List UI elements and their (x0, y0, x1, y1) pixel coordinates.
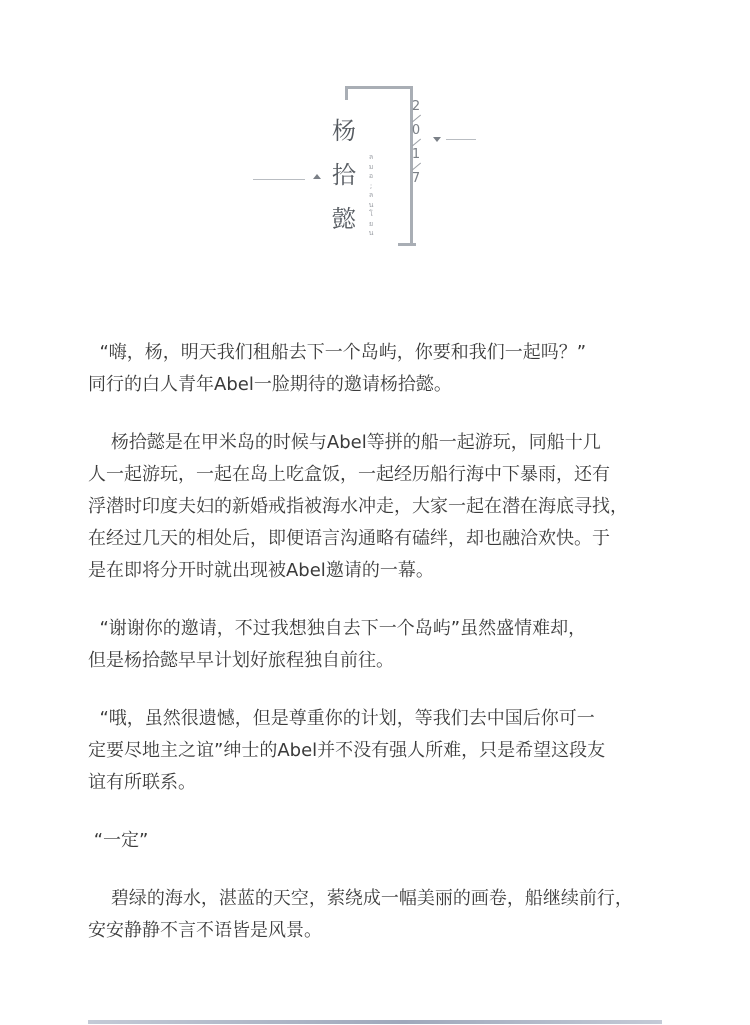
year-digit: 7 (411, 171, 421, 186)
year-digit: 0 (411, 123, 421, 138)
title-char-1: 杨 (332, 117, 356, 145)
paragraph-2: 杨拾懿是在甲米岛的时候与Abel等拼的船一起游玩，同船十几 人一起游玩，一起在岛上吃盒饭，一起经历船行海中下暴雨，还有 浮潜时印度夫妇的新婚戒指被海水冲走，大家一起在潜在海底寻找， 在经过几天的相处后，即便语言沟通略有磕绊，却也融洽欢快。于 是在即将分开时就出现被Abel邀请的一幕。 (88, 432, 628, 581)
bottom-divider (88, 1020, 662, 1024)
paragraph-spacer (88, 799, 688, 825)
year-column (408, 100, 424, 186)
paragraph-3: “谢谢你的邀请，不过我想独自去下一个岛屿”虽然盛情难却， 但是杨拾懿早早计划好旅程独自前往。 (88, 618, 587, 671)
title-char-2: 拾 (332, 161, 356, 189)
year-divider (408, 162, 424, 172)
year-divider (408, 114, 424, 124)
triangle-down-icon (433, 137, 441, 142)
paragraph-spacer (88, 401, 688, 427)
triangle-up-icon (313, 174, 321, 179)
title-bracket-stub-bottom (398, 243, 416, 246)
title-bracket-stub-top (345, 86, 348, 100)
paragraph-spacer (88, 677, 688, 703)
article-body (88, 337, 688, 947)
title-small-vertical-text: ล ม อ ; ล น โ ย น (368, 153, 374, 237)
paragraph-5: “一定” (88, 830, 149, 851)
paragraph-4: “哦，虽然很遗憾，但是尊重你的计划，等我们去中国后你可一 定要尽地主之谊”绅士的Abel并不没有强人所难，只是希望这段友 谊有所联系。 (88, 708, 606, 793)
paragraph-spacer (88, 857, 688, 883)
paragraph-spacer (88, 587, 688, 613)
paragraph-1: “嗨，杨，明天我们租船去下一个岛屿，你要和我们一起吗？” 同行的白人青年Abel一脸期待的邀请杨拾懿。 (88, 342, 587, 395)
title-char-3: 懿 (332, 205, 356, 233)
year-divider (408, 138, 424, 148)
deco-line-right (446, 139, 476, 140)
year-digit: 2 (411, 99, 421, 114)
deco-line-left (253, 179, 305, 180)
year-digit: 1 (411, 147, 421, 162)
paragraph-6: 碧绿的海水，湛蓝的天空，萦绕成一幅美丽的画卷，船继续前行， 安安静静不言不语皆是风景。 (88, 888, 633, 941)
